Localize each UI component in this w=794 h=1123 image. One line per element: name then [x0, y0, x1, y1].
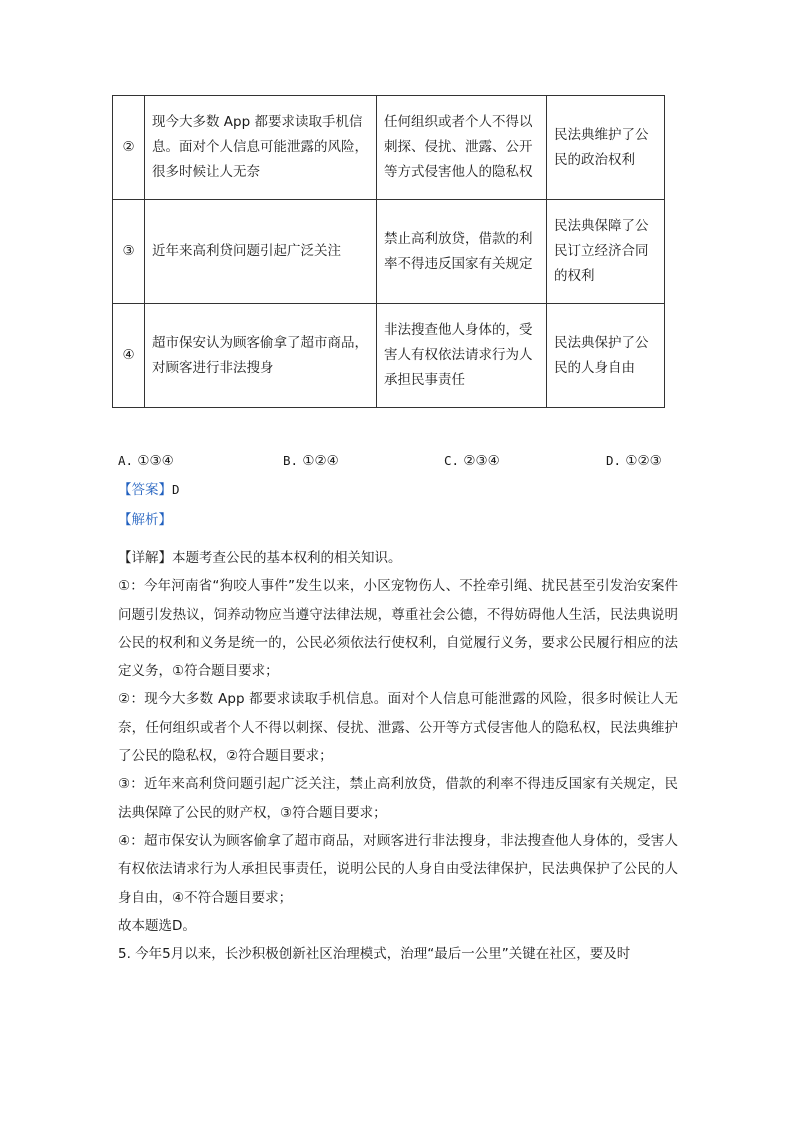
conclusion-cell: 民法典保障了公民订立经济合同的权利 [547, 200, 665, 304]
table-row [113, 96, 665, 200]
option-c-label: C. [444, 453, 460, 468]
option-a-label: A. [118, 453, 134, 468]
analysis-label: 【解析】 [118, 512, 172, 528]
detail-paragraph-1: ①：今年河南省“狗咬人事件”发生以来，小区宠物伤人、不拴牵引绳、扰民甚至引发治安案件问题引发热议，饲养动物应当遵守法律法规，尊重社会公德，不得妨碍他人生活，民法典说明公民的权利和义务是统一的，公民必须依法行使权利，自觉履行义务，要求公民履行相应的法定义务，①符合题目要求； [118, 578, 678, 680]
conclusion-cell: 民法典保护了公民的人身自由 [547, 304, 665, 408]
option-c-value: ②③④ [463, 453, 500, 469]
option-b [283, 452, 339, 470]
option-a [118, 452, 174, 470]
option-b-label: B. [283, 453, 299, 468]
detail-paragraph-4: ④：超市保安认为顾客偷拿了超市商品，对顾客进行非法搜身，非法搜查他人身体的，受害人有权依法请求行为人承担民事责任，说明公民的人身自由受法律保护，民法典保护了公民的人身自由，④不符合题目要求； [118, 832, 678, 906]
law-cell: 任何组织或者个人不得以刺探、侵扰、泄露、公开等方式侵害他人的隐私权 [377, 96, 547, 200]
law-cell: 非法搜查他人身体的，受害人有权依法请求行为人承担民事责任 [377, 304, 547, 408]
detail-paragraph-3: ③：近年来高利贷问题引起广泛关注，禁止高利放贷，借款的利率不得违反国家有关规定，民法典保障了公民的财产权，③符合题目要求； [118, 776, 678, 821]
answer-line [118, 481, 180, 499]
answer-value: D [172, 482, 180, 497]
option-d-value: ①②③ [625, 453, 662, 469]
row-number: ④ [113, 304, 145, 408]
conclusion-cell: 民法典维护了公民的政治权利 [547, 96, 665, 200]
answer-label: 【答案】 [118, 482, 172, 498]
option-b-value: ①②④ [302, 453, 339, 469]
law-cell: 禁止高利放贷，借款的利率不得违反国家有关规定 [377, 200, 547, 304]
table-row [113, 200, 665, 304]
material-cell: 超市保安认为顾客偷拿了超市商品，对顾客进行非法搜身 [145, 304, 377, 408]
material-cell: 现今大多数 App 都要求读取手机信息。面对个人信息可能泄露的风险，很多时候让人无奈 [145, 96, 377, 200]
detail-paragraph-2: ②：现今大多数 App 都要求读取手机信息。面对个人信息可能泄露的风险，很多时候让人无奈，任何组织或者个人不得以刺探、侵扰、泄露、公开等方式侵害他人的隐私权，民法典维护了公民的隐私权，②符合题目要求； [118, 691, 678, 765]
next-question: 5. 今年5月以来，长沙积极创新社区治理模式，治理“最后一公里”关键在社区，要及时 [118, 946, 631, 963]
analysis-body [118, 544, 678, 968]
row-number: ③ [113, 200, 145, 304]
detail-intro: 【详解】本题考查公民的基本权利的相关知识。 [118, 550, 402, 566]
option-d-label: D. [606, 453, 622, 468]
detail-conclusion: 故本题选D。 [118, 917, 196, 934]
question-table [112, 95, 665, 408]
table-row [113, 304, 665, 408]
row-number: ② [113, 96, 145, 200]
option-a-value: ①③④ [137, 453, 174, 469]
material-cell: 近年来高利贷问题引起广泛关注 [145, 200, 377, 304]
option-d [606, 452, 662, 470]
option-c [444, 452, 500, 470]
analysis-line [118, 511, 172, 529]
